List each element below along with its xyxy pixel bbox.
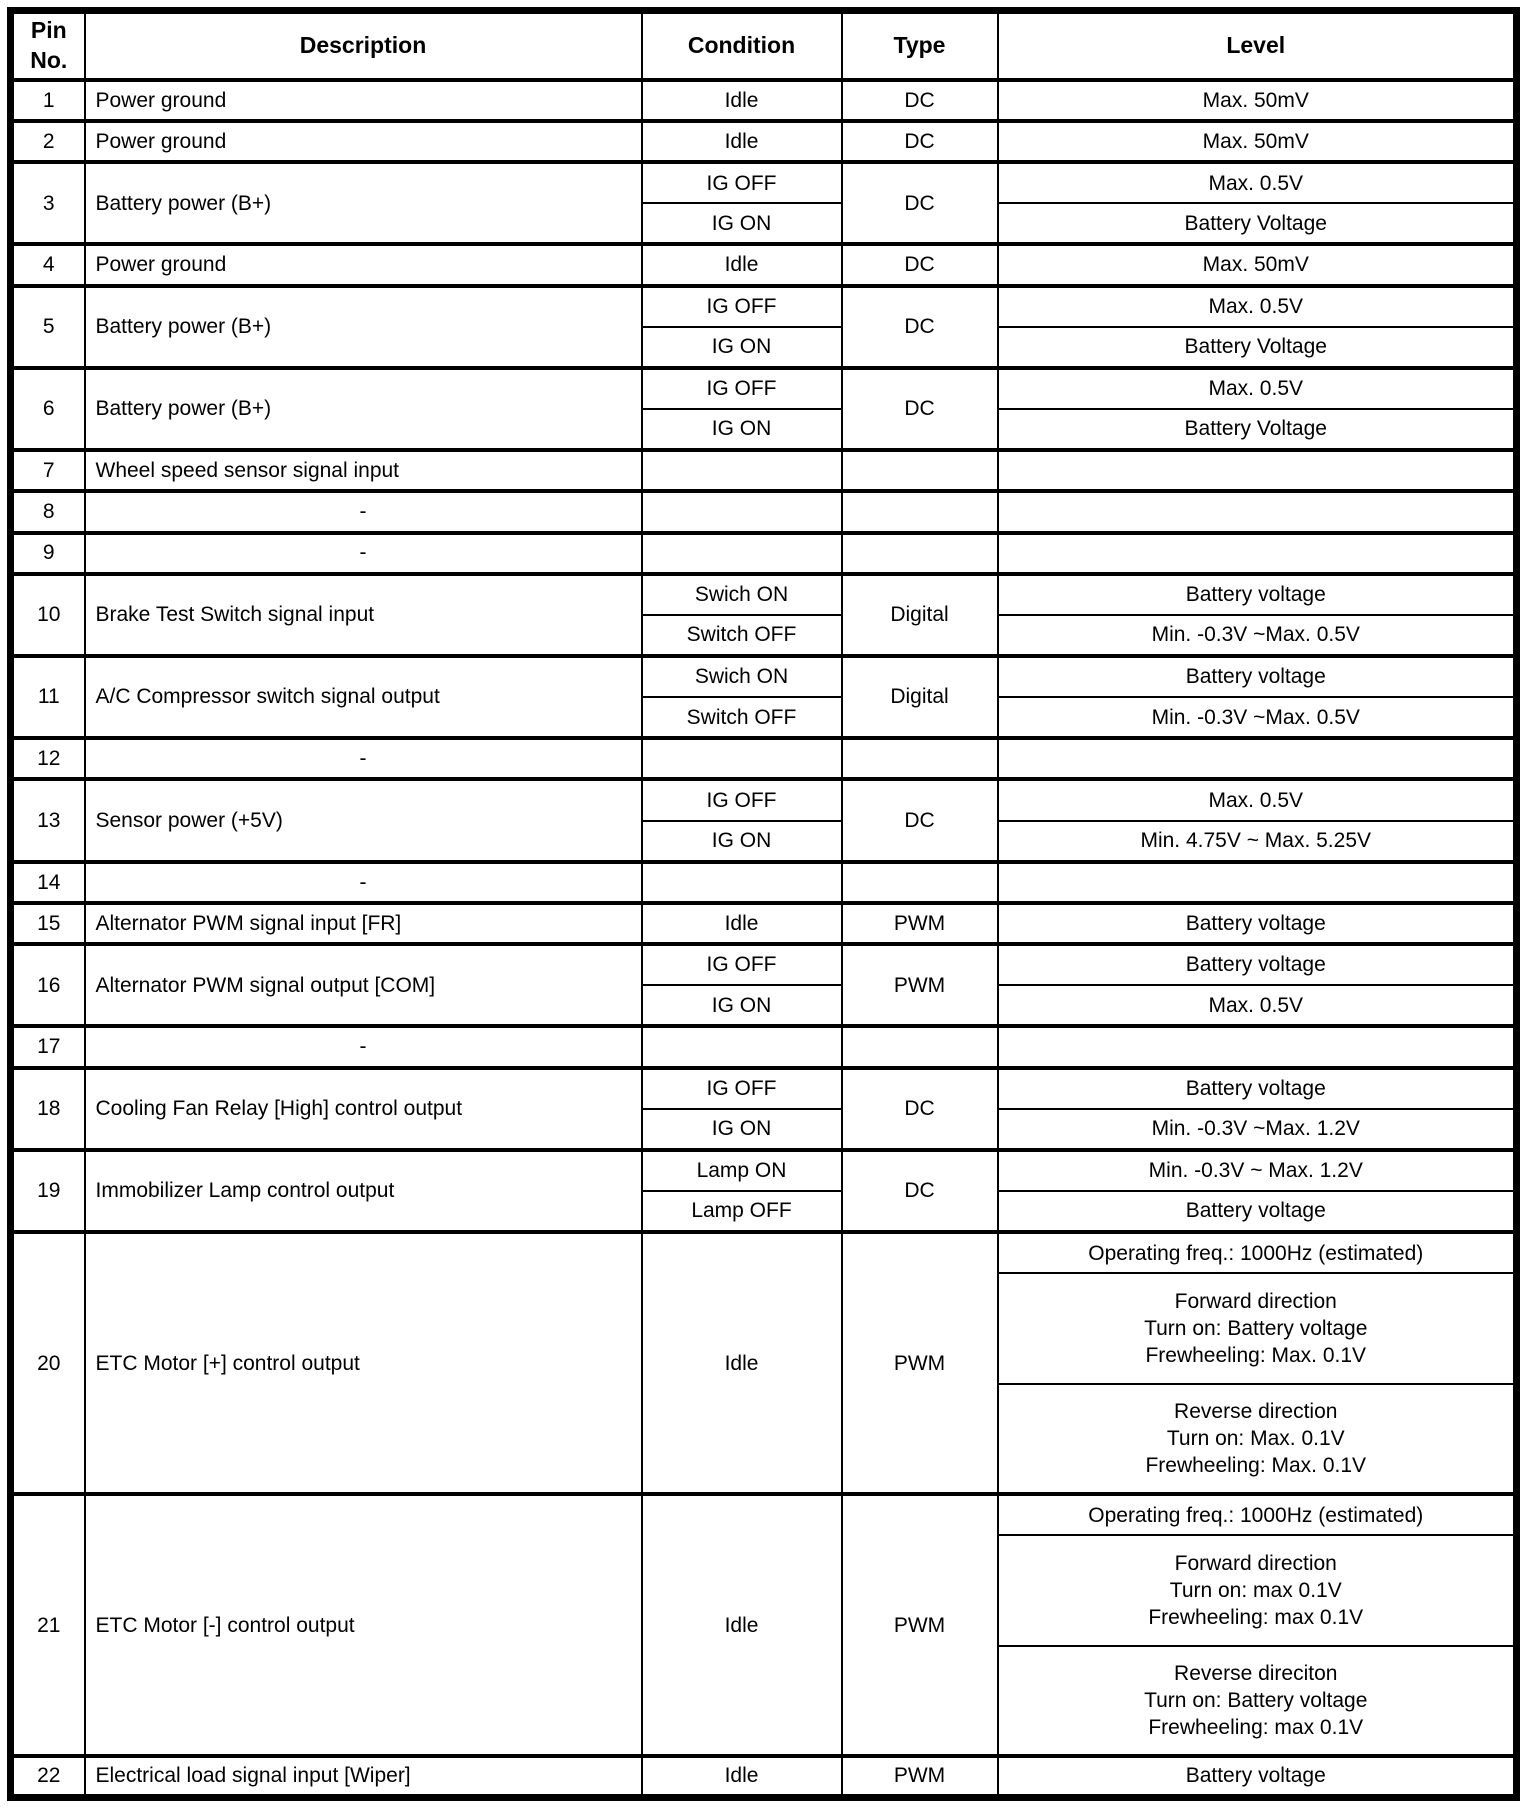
level-cell [998, 738, 1517, 779]
level-line: Min. -0.3V ~Max. 1.2V [1151, 1117, 1360, 1141]
col-header-pin-line1: Pin [30, 17, 67, 43]
condition-cell: Idle [642, 903, 842, 944]
type-cell [842, 491, 998, 532]
level-line: Frewheeling: max 0.1V [1148, 1716, 1364, 1740]
pin-row [11, 368, 1517, 409]
pin-row [11, 533, 1517, 574]
level-line: Turn on: Max. 0.1V [1166, 1426, 1345, 1450]
level-cell [998, 779, 1517, 820]
description-cell: A/C Compressor switch signal output [85, 656, 642, 738]
type-cell: Digital [842, 574, 998, 656]
type-cell: PWM [842, 903, 998, 944]
pin-number-cell: 22 [11, 1756, 85, 1797]
type-cell: DC [842, 80, 998, 121]
level-line: Battery voltage [1185, 1076, 1326, 1100]
type-cell [842, 450, 998, 491]
condition-cell: IG ON [642, 203, 842, 244]
type-cell: DC [842, 162, 998, 244]
level-line: Max. 0.5V [1208, 171, 1304, 195]
pin-row [11, 80, 1517, 121]
level-line: Battery voltage [1185, 1199, 1326, 1223]
level-line: Max. 0.5V [1208, 993, 1304, 1017]
description-cell: Electrical load signal input [Wiper] [85, 1756, 642, 1797]
description-cell: Brake Test Switch signal input [85, 574, 642, 656]
pin-number-cell: 4 [11, 244, 85, 285]
description-cell: - [85, 738, 642, 779]
pin-row [11, 1150, 1517, 1191]
pin-row [11, 944, 1517, 985]
level-line: Turn on: Battery voltage [1144, 1688, 1368, 1712]
pin-row [11, 1494, 1517, 1535]
level-cell [998, 533, 1517, 574]
pin-number-cell: 10 [11, 574, 85, 656]
pin-number-cell: 5 [11, 286, 85, 368]
pin-row [11, 286, 1517, 327]
level-line: Reverse direction [1174, 1399, 1338, 1423]
description-cell: - [85, 533, 642, 574]
level-cell [998, 327, 1517, 368]
header-row [11, 11, 1517, 80]
pin-row [11, 244, 1517, 285]
level-cell [998, 1150, 1517, 1191]
level-cell [998, 409, 1517, 450]
pin-row [11, 903, 1517, 944]
level-cell [998, 1068, 1517, 1109]
pin-row [11, 738, 1517, 779]
type-cell: PWM [842, 944, 998, 1026]
condition-cell: IG OFF [642, 286, 842, 327]
level-cell [998, 1273, 1517, 1383]
pin-number-cell: 17 [11, 1026, 85, 1067]
description-cell: ETC Motor [-] control output [85, 1494, 642, 1756]
level-cell [998, 1494, 1517, 1535]
pin-number-cell: 14 [11, 862, 85, 903]
type-cell: PWM [842, 1232, 998, 1494]
level-line: Frewheeling: Max. 0.1V [1145, 1454, 1367, 1478]
condition-cell [642, 1026, 842, 1067]
pin-row [11, 779, 1517, 820]
level-line: Max. 0.5V [1208, 294, 1304, 318]
type-cell: DC [842, 286, 998, 368]
condition-cell: IG OFF [642, 944, 842, 985]
pin-number-cell: 8 [11, 491, 85, 532]
condition-cell: IG ON [642, 409, 842, 450]
level-cell [998, 491, 1517, 532]
pin-number-cell: 20 [11, 1232, 85, 1494]
level-line: Operating freq.: 1000Hz (estimated) [1088, 1241, 1424, 1265]
col-header-type: Type [842, 11, 998, 80]
level-line: Min. -0.3V ~ Max. 1.2V [1148, 1159, 1363, 1183]
pin-number-cell: 16 [11, 944, 85, 1026]
pin-row [11, 574, 1517, 615]
level-line: Max. 50mV [1202, 88, 1309, 112]
level-line: Min. -0.3V ~Max. 0.5V [1151, 705, 1360, 729]
condition-cell: Idle [642, 1756, 842, 1797]
level-line: Operating freq.: 1000Hz (estimated) [1088, 1503, 1424, 1527]
level-cell [998, 121, 1517, 162]
description-cell: Battery power (B+) [85, 286, 642, 368]
level-cell [998, 203, 1517, 244]
description-cell: Power ground [85, 121, 642, 162]
pin-row [11, 1068, 1517, 1109]
type-cell: Digital [842, 656, 998, 738]
condition-cell: Idle [642, 1232, 842, 1494]
type-cell: PWM [842, 1756, 998, 1797]
condition-cell: IG ON [642, 1109, 842, 1150]
type-cell: DC [842, 1150, 998, 1232]
condition-cell: Idle [642, 244, 842, 285]
level-line: Battery voltage [1185, 665, 1326, 689]
description-cell: - [85, 862, 642, 903]
description-cell: Power ground [85, 244, 642, 285]
level-line: Reverse direciton [1174, 1661, 1338, 1685]
level-cell [998, 985, 1517, 1026]
description-cell: Alternator PWM signal output [COM] [85, 944, 642, 1026]
pin-row [11, 491, 1517, 532]
pin-number-cell: 18 [11, 1068, 85, 1150]
condition-cell: IG ON [642, 327, 842, 368]
level-line: Battery voltage [1185, 1764, 1326, 1788]
level-line: Battery voltage [1185, 583, 1326, 607]
level-line: Battery Voltage [1184, 335, 1327, 359]
level-cell [998, 862, 1517, 903]
level-cell [998, 1384, 1517, 1494]
pin-row [11, 1026, 1517, 1067]
description-cell: Wheel speed sensor signal input [85, 450, 642, 491]
col-header-pin [11, 11, 85, 80]
col-header-description: Description [85, 11, 642, 80]
description-cell: Battery power (B+) [85, 368, 642, 450]
level-cell [998, 615, 1517, 656]
level-cell [998, 1646, 1517, 1756]
level-cell [998, 944, 1517, 985]
description-cell: Power ground [85, 80, 642, 121]
condition-cell: Lamp ON [642, 1150, 842, 1191]
level-cell [998, 1535, 1517, 1645]
description-cell: - [85, 1026, 642, 1067]
level-line: Max. 0.5V [1208, 377, 1304, 401]
col-header-condition: Condition [642, 11, 842, 80]
table-body [11, 80, 1517, 1798]
level-line: Max. 0.5V [1208, 788, 1304, 812]
level-cell [998, 574, 1517, 615]
level-line: Forward direction [1174, 1551, 1337, 1575]
level-cell [998, 697, 1517, 738]
level-line: Min. -0.3V ~Max. 0.5V [1151, 623, 1360, 647]
condition-cell: Lamp OFF [642, 1191, 842, 1232]
level-cell [998, 450, 1517, 491]
level-cell [998, 244, 1517, 285]
condition-cell: Switch OFF [642, 697, 842, 738]
level-cell [998, 1191, 1517, 1232]
pin-number-cell: 13 [11, 779, 85, 861]
level-cell [998, 368, 1517, 409]
level-line: Forward direction [1174, 1289, 1337, 1313]
level-cell [998, 1756, 1517, 1797]
pin-row [11, 450, 1517, 491]
condition-cell: IG OFF [642, 162, 842, 203]
type-cell: DC [842, 368, 998, 450]
level-cell [998, 80, 1517, 121]
level-line: Battery Voltage [1184, 417, 1327, 441]
level-cell [998, 162, 1517, 203]
description-cell: Cooling Fan Relay [High] control output [85, 1068, 642, 1150]
level-cell [998, 656, 1517, 697]
level-line: Battery voltage [1185, 953, 1326, 977]
pin-number-cell: 11 [11, 656, 85, 738]
table-header [11, 11, 1517, 80]
type-cell: DC [842, 244, 998, 285]
type-cell: DC [842, 1068, 998, 1150]
type-cell [842, 1026, 998, 1067]
pin-row [11, 862, 1517, 903]
pin-row [11, 121, 1517, 162]
type-cell [842, 738, 998, 779]
level-line: Max. 50mV [1202, 253, 1309, 277]
pin-number-cell: 3 [11, 162, 85, 244]
level-cell [998, 1109, 1517, 1150]
condition-cell: Idle [642, 1494, 842, 1756]
level-line: Max. 50mV [1202, 129, 1309, 153]
pin-number-cell: 6 [11, 368, 85, 450]
level-line: Frewheeling: max 0.1V [1148, 1606, 1364, 1630]
pin-number-cell: 15 [11, 903, 85, 944]
level-cell [998, 1026, 1517, 1067]
level-line: Frewheeling: Max. 0.1V [1145, 1344, 1367, 1368]
level-cell [998, 903, 1517, 944]
level-cell [998, 286, 1517, 327]
condition-cell: Idle [642, 80, 842, 121]
pin-number-cell: 19 [11, 1150, 85, 1232]
condition-cell [642, 491, 842, 532]
condition-cell: Swich ON [642, 656, 842, 697]
condition-cell: IG OFF [642, 1068, 842, 1109]
level-line: Turn on: Battery voltage [1144, 1316, 1368, 1340]
pin-row [11, 1232, 1517, 1273]
description-cell: ETC Motor [+] control output [85, 1232, 642, 1494]
col-header-level: Level [998, 11, 1517, 80]
pin-number-cell: 2 [11, 121, 85, 162]
pin-row [11, 1756, 1517, 1797]
condition-cell: Swich ON [642, 574, 842, 615]
description-cell: Sensor power (+5V) [85, 779, 642, 861]
type-cell: PWM [842, 1494, 998, 1756]
level-line: Battery voltage [1185, 911, 1326, 935]
type-cell [842, 862, 998, 903]
description-cell: Battery power (B+) [85, 162, 642, 244]
col-header-pin-line2: No. [30, 46, 68, 73]
description-cell: Alternator PWM signal input [FR] [85, 903, 642, 944]
type-cell: DC [842, 121, 998, 162]
description-cell: Immobilizer Lamp control output [85, 1150, 642, 1232]
level-cell [998, 1232, 1517, 1273]
pin-number-cell: 21 [11, 1494, 85, 1756]
condition-cell [642, 533, 842, 574]
pin-number-cell: 12 [11, 738, 85, 779]
pin-row [11, 162, 1517, 203]
level-line: Min. 4.75V ~ Max. 5.25V [1140, 829, 1372, 853]
pin-number-cell: 9 [11, 533, 85, 574]
level-line: Battery Voltage [1184, 211, 1327, 235]
condition-cell: IG OFF [642, 368, 842, 409]
pin-number-cell: 7 [11, 450, 85, 491]
condition-cell: IG ON [642, 985, 842, 1026]
pin-assignment-table [7, 7, 1520, 1801]
pin-number-cell: 1 [11, 80, 85, 121]
pin-row [11, 656, 1517, 697]
condition-cell: Switch OFF [642, 615, 842, 656]
description-cell: - [85, 491, 642, 532]
condition-cell [642, 738, 842, 779]
condition-cell: Idle [642, 121, 842, 162]
condition-cell: IG OFF [642, 779, 842, 820]
condition-cell [642, 862, 842, 903]
condition-cell: IG ON [642, 821, 842, 862]
type-cell [842, 533, 998, 574]
condition-cell [642, 450, 842, 491]
level-cell [998, 821, 1517, 862]
level-line: Turn on: max 0.1V [1169, 1578, 1342, 1602]
type-cell: DC [842, 779, 998, 861]
